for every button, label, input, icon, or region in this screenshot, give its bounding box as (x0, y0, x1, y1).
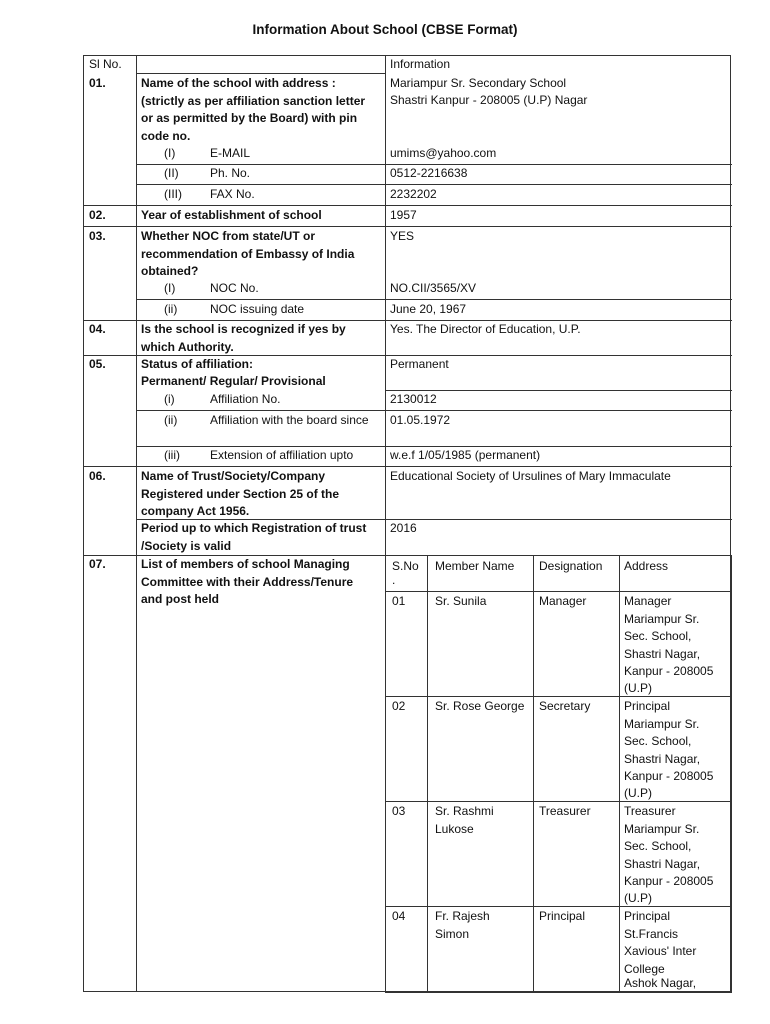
member-name: Sr. Rashmi (435, 804, 494, 818)
info-table (83, 55, 731, 992)
roman-numeral: (II) (164, 166, 179, 180)
row-divider (386, 696, 732, 697)
establishment-value: 1957 (390, 208, 417, 222)
column-header-sno-dot: . (392, 573, 396, 587)
column-header-name: Member Name (435, 559, 515, 573)
member-designation: Manager (539, 594, 587, 608)
member-address: Sec. School, (624, 629, 692, 643)
section-number: 04. (89, 322, 106, 336)
member-sno: 02 (392, 699, 406, 713)
member-address: Shastri Nagar, (624, 751, 701, 766)
school-address-value: Shastri Kanpur - 208005 (U.P) Nagar (390, 93, 588, 107)
member-designation: Principal (539, 909, 586, 923)
member-sno: 04 (392, 909, 406, 923)
fax-value: 2232202 (390, 187, 437, 201)
recognition-label: Is the school is recognized if yes by which Authority. (141, 322, 346, 354)
recognition-value: Yes. The Director of Education, U.P. (390, 322, 581, 336)
member-address: Principal (624, 699, 671, 713)
row-divider (84, 205, 732, 206)
member-address: Xavious' Inter (624, 944, 697, 958)
affiliation-status-label: Status of affiliation: (141, 357, 253, 371)
member-address: Kanpur - 208005 (624, 769, 714, 783)
affiliation-extension-value: w.e.f 1/05/1985 (permanent) (390, 448, 541, 462)
row-divider (386, 591, 732, 592)
member-address: Manager (624, 594, 672, 608)
member-address: College (624, 961, 665, 976)
info-header: Information (390, 57, 451, 71)
affiliation-status-options: Permanent/ Regular/ Provisional (141, 374, 326, 388)
roman-numeral: (I) (164, 146, 176, 160)
member-address: Mariampur Sr. (624, 716, 700, 731)
member-address: Kanpur - 208005 (624, 874, 714, 888)
member-address: Mariampur Sr. (624, 821, 700, 836)
affiliation-number-label: Affiliation No. (210, 392, 281, 406)
roman-numeral: (ii) (164, 302, 178, 316)
member-designation: Secretary (539, 699, 591, 713)
section-number: 07. (89, 557, 106, 571)
noc-date-label: NOC issuing date (210, 302, 305, 316)
row-divider (84, 226, 732, 227)
member-name: Fr. Rajesh (435, 909, 490, 923)
committee-label: List of members of school Managing Committee with their Address/Tenure and post held (141, 557, 354, 606)
member-name: Simon (435, 926, 470, 941)
phone-label: Ph. No. (210, 166, 251, 180)
member-address: Mariampur Sr. (624, 611, 700, 626)
member-address: Sec. School, (624, 734, 692, 748)
committee-table (385, 555, 732, 993)
school-name-label: Name of the school with address : (strictly as per affiliation sanction letter or as permitted by the Board) with pin code no. (141, 76, 366, 143)
member-name: Sr. Sunila (435, 594, 487, 608)
email-value: umims@yahoo.com (390, 146, 497, 160)
phone-value: 0512-2216638 (390, 166, 468, 180)
column-divider (136, 56, 137, 991)
registration-validity-value: 2016 (390, 521, 417, 535)
member-address: Kanpur - 208005 (624, 664, 714, 678)
noc-label: Whether NOC from state/UT or recommendation of Embassy of India obtained? (141, 229, 355, 278)
registration-validity-label: Period up to which Registration of trust /Society is valid (141, 521, 367, 553)
school-name-value: Mariampur Sr. Secondary School (390, 76, 567, 90)
member-address: Shastri Nagar, (624, 856, 701, 871)
slno-header: Sl No. (89, 57, 122, 71)
section-number: 01. (89, 76, 106, 90)
roman-numeral: (iii) (164, 448, 180, 462)
row-divider (136, 184, 732, 185)
member-sno: 03 (392, 804, 406, 818)
noc-date-value: June 20, 1967 (390, 302, 467, 316)
member-sno: 01 (392, 594, 406, 608)
section-number: 06. (89, 469, 106, 483)
row-divider (136, 73, 385, 74)
trust-value: Educational Society of Ursulines of Mary Immaculate (390, 469, 671, 483)
noc-number-label: NOC No. (210, 281, 259, 295)
member-address: Treasurer (624, 804, 676, 818)
member-address: (U.P) (624, 891, 652, 905)
establishment-label: Year of establishment of school (141, 208, 322, 222)
member-name: Sr. Rose George (435, 699, 525, 713)
affiliation-since-label: Affiliation with the board since (210, 413, 369, 427)
email-label: E-MAIL (210, 146, 251, 160)
member-address: (U.P) (624, 681, 652, 695)
column-divider (619, 556, 620, 992)
column-divider (533, 556, 534, 992)
column-divider (427, 556, 428, 992)
roman-numeral: (I) (164, 281, 176, 295)
row-divider (386, 906, 732, 907)
member-name: Lukose (435, 821, 474, 836)
affiliation-extension-label: Extension of affiliation upto (210, 448, 354, 462)
column-header-sno: S.No (392, 559, 419, 573)
section-number: 03. (89, 229, 106, 243)
row-divider (385, 390, 732, 391)
row-divider (84, 466, 732, 467)
trust-label: Name of Trust/Society/Company Registered under Section 25 of the company Act 1956. (141, 469, 340, 518)
fax-label: FAX No. (210, 187, 255, 201)
member-designation: Treasurer (539, 804, 591, 818)
affiliation-since-value: 01.05.1972 (390, 413, 451, 427)
page-title: Information About School (CBSE Format) (252, 22, 518, 37)
member-address: Ashok Nagar, (624, 976, 697, 990)
roman-numeral: (III) (164, 187, 182, 201)
column-header-designation: Designation (539, 559, 603, 573)
affiliation-status-value: Permanent (390, 357, 449, 371)
noc-number-value: NO.CII/3565/XV (390, 281, 477, 295)
member-address: (U.P) (624, 786, 652, 800)
member-address: Principal (624, 909, 671, 923)
row-divider (136, 299, 732, 300)
section-number: 02. (89, 208, 106, 222)
roman-numeral: (ii) (164, 413, 178, 427)
row-divider (136, 410, 732, 411)
roman-numeral: (i) (164, 392, 175, 406)
affiliation-number-value: 2130012 (390, 392, 437, 406)
section-number: 05. (89, 357, 106, 371)
row-divider (386, 801, 732, 802)
member-address: Shastri Nagar, (624, 646, 701, 661)
member-address: Sec. School, (624, 839, 692, 853)
noc-obtained-value: YES (390, 229, 415, 243)
column-header-address: Address (624, 559, 669, 573)
member-address: St.Francis (624, 926, 679, 941)
